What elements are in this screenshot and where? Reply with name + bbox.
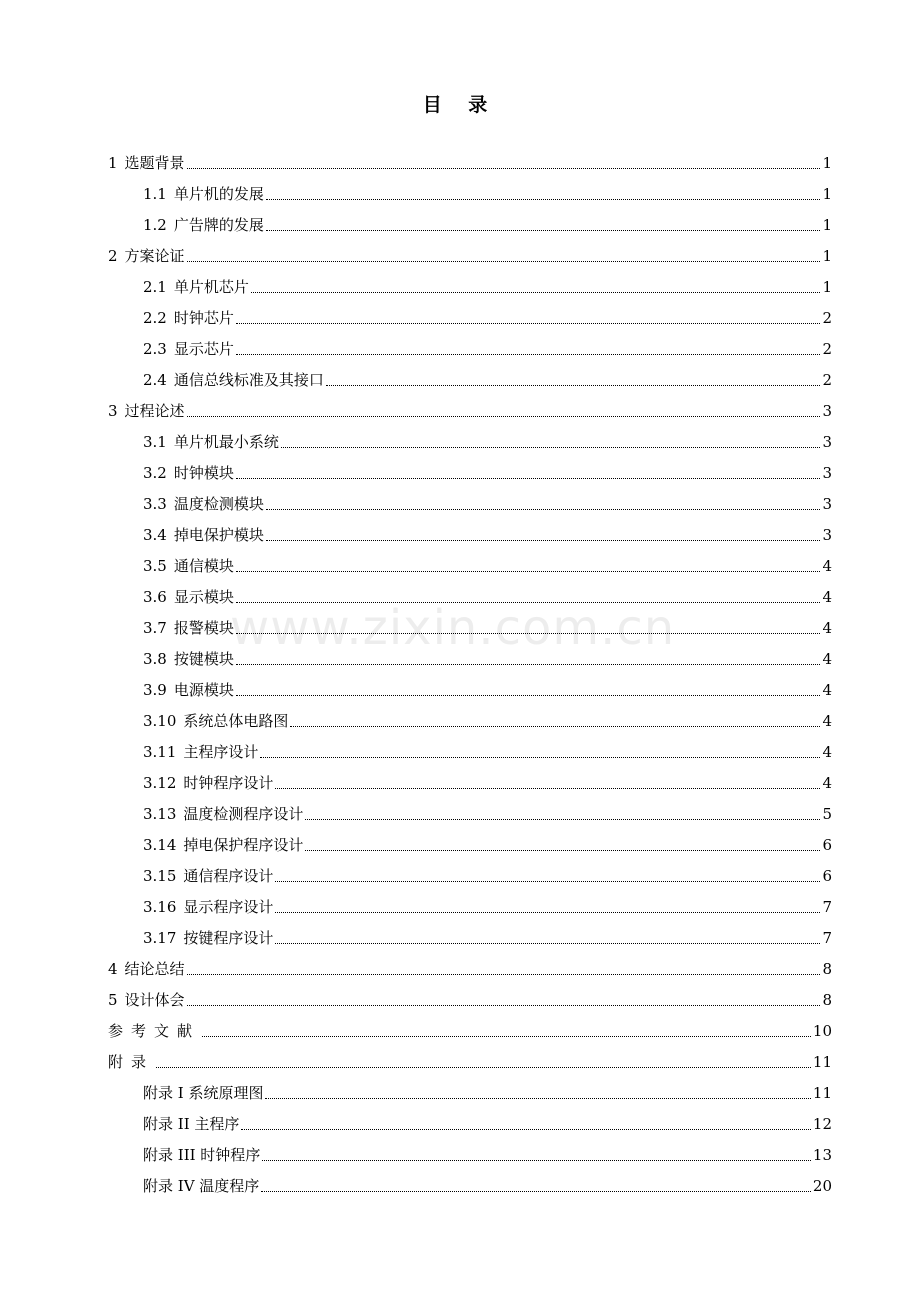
toc-dot-leader (236, 571, 821, 572)
toc-dot-leader (202, 1036, 811, 1037)
toc-dot-leader (236, 323, 821, 324)
toc-entry[interactable] (143, 451, 832, 482)
toc-entry-number: 3.4 (143, 526, 167, 544)
toc-entry-page: 8 (822, 960, 832, 978)
toc-dot-leader (187, 1005, 821, 1006)
toc-entry[interactable] (108, 389, 832, 420)
toc-dot-leader (187, 974, 821, 975)
toc-entry-page: 1 (822, 185, 832, 203)
toc-entry-page: 7 (822, 898, 832, 916)
toc-entry[interactable] (143, 420, 832, 451)
toc-dot-leader (266, 509, 821, 510)
toc-entry-title: 温度检测模块 (173, 495, 264, 513)
toc-entry-number: 3.5 (143, 557, 167, 575)
toc-entry-number: 3.6 (143, 588, 167, 606)
toc-entry-page: 4 (822, 774, 832, 792)
toc-entry-number: 3.2 (143, 464, 167, 482)
toc-entry[interactable] (143, 482, 832, 513)
toc-entry-page: 4 (822, 557, 832, 575)
toc-dot-leader (187, 416, 821, 417)
toc-entry-title: 结论总结 (124, 960, 185, 978)
toc-dot-leader (275, 943, 820, 944)
toc-entry-number: 2.2 (143, 309, 167, 327)
toc-entry[interactable] (108, 141, 832, 172)
toc-entry-title: 显示芯片 (173, 340, 234, 358)
toc-entry-number: 5 (108, 991, 118, 1009)
toc-entry-number: 3.12 (143, 774, 177, 792)
toc-entry-title: 主程序设计 (183, 743, 259, 761)
toc-entry-page: 4 (822, 588, 832, 606)
toc-entry-title: 显示程序设计 (183, 898, 274, 916)
toc-entry-title: 附录 I 系统原理图 (143, 1084, 264, 1102)
toc-entry[interactable] (143, 1102, 832, 1133)
toc-dot-leader (275, 881, 820, 882)
toc-entry-title: 时钟芯片 (173, 309, 234, 327)
toc-entry-page: 3 (822, 402, 832, 420)
toc-entry-page: 2 (822, 309, 832, 327)
toc-entry[interactable] (143, 1133, 832, 1164)
toc-entry-title: 单片机最小系统 (173, 433, 279, 451)
toc-entry-title: 系统总体电路图 (183, 712, 289, 730)
toc-entry[interactable] (143, 885, 832, 916)
toc-dot-leader (305, 850, 820, 851)
toc-entry[interactable] (143, 1071, 832, 1102)
toc-dot-leader (236, 354, 821, 355)
toc-entry-title: 通信程序设计 (183, 867, 274, 885)
toc-entry-page: 4 (822, 650, 832, 668)
toc-entry-number: 3.15 (143, 867, 177, 885)
toc-entry-page: 6 (822, 836, 832, 854)
toc-entry[interactable] (143, 513, 832, 544)
toc-entry-page: 4 (822, 743, 832, 761)
toc-entry-number: 3.9 (143, 681, 167, 699)
toc-entry-number: 3.11 (143, 743, 177, 761)
toc-entry[interactable] (108, 234, 832, 265)
toc-entry[interactable] (143, 668, 832, 699)
toc-entry[interactable] (143, 823, 832, 854)
toc-dot-leader (261, 1191, 811, 1192)
toc-entry-title: 按键程序设计 (183, 929, 274, 947)
toc-entry-number: 3 (108, 402, 118, 420)
toc-entry-title: 时钟模块 (173, 464, 234, 482)
toc-dot-leader (266, 540, 821, 541)
toc-entry-page: 1 (822, 247, 832, 265)
toc-entry-title: 附录 IV 温度程序 (143, 1177, 260, 1195)
toc-entry-page: 2 (822, 340, 832, 358)
toc-dot-leader (236, 695, 821, 696)
toc-entry-title: 附录 III 时钟程序 (143, 1146, 261, 1164)
toc-entry[interactable] (143, 265, 832, 296)
toc-entry-title: 单片机芯片 (173, 278, 249, 296)
toc-entry[interactable] (108, 1009, 832, 1040)
toc-entry[interactable] (143, 544, 832, 575)
toc-entry-page: 1 (822, 154, 832, 172)
toc-entry-page: 11 (812, 1053, 832, 1071)
toc-entry[interactable] (108, 947, 832, 978)
toc-entry-title: 过程论述 (124, 402, 185, 420)
toc-entry-title: 掉电保护程序设计 (183, 836, 304, 854)
toc-entry-title: 选题背景 (124, 154, 185, 172)
toc-entry-number: 3.3 (143, 495, 167, 513)
toc-entry[interactable] (143, 730, 832, 761)
toc-entry-page: 10 (812, 1022, 832, 1040)
toc-entry-title: 显示模块 (173, 588, 234, 606)
toc-dot-leader (262, 1160, 811, 1161)
toc-entry[interactable] (143, 203, 832, 234)
toc-entry-title: 温度检测程序设计 (183, 805, 304, 823)
toc-dot-leader (275, 788, 820, 789)
toc-entry[interactable] (143, 916, 832, 947)
toc-entry-title: 广告牌的发展 (173, 216, 264, 234)
toc-entry-title: 通信总线标准及其接口 (173, 371, 324, 389)
toc-entry-page: 4 (822, 619, 832, 637)
toc-entry-page: 5 (822, 805, 832, 823)
toc-dot-leader (187, 261, 821, 262)
toc-dot-leader (187, 168, 821, 169)
toc-entry[interactable] (143, 172, 832, 203)
toc-entry[interactable] (108, 978, 832, 1009)
toc-entry-page: 1 (822, 216, 832, 234)
toc-entry-title: 附录 (108, 1053, 155, 1071)
toc-entry-title: 附录 II 主程序 (143, 1115, 240, 1133)
toc-entry-number: 3.14 (143, 836, 177, 854)
toc-dot-leader (260, 757, 820, 758)
toc-entry-page: 20 (812, 1177, 832, 1195)
toc-entry-title: 方案论证 (124, 247, 185, 265)
toc-entry-number: 4 (108, 960, 118, 978)
toc-entry-number: 3.10 (143, 712, 177, 730)
toc-entry-page: 4 (822, 681, 832, 699)
toc-dot-leader (326, 385, 821, 386)
toc-entry-title: 参考文献 (108, 1022, 201, 1040)
toc-entry-number: 2.1 (143, 278, 167, 296)
toc-entry-page: 2 (822, 371, 832, 389)
toc-entry-number: 1.1 (143, 185, 167, 203)
toc-entry-title: 通信模块 (173, 557, 234, 575)
toc-entry[interactable] (143, 792, 832, 823)
toc-entry-page: 8 (822, 991, 832, 1009)
toc-entry-title: 报警模块 (173, 619, 234, 637)
toc-entry[interactable] (143, 699, 832, 730)
toc-dot-leader (241, 1129, 811, 1130)
toc-entry[interactable] (143, 327, 832, 358)
toc-entry-number: 1.2 (143, 216, 167, 234)
toc-entry-page: 4 (822, 712, 832, 730)
toc-entry-number: 2 (108, 247, 118, 265)
toc-entry-page: 3 (822, 526, 832, 544)
toc-dot-leader (281, 447, 821, 448)
toc-entry-page: 11 (812, 1084, 832, 1102)
toc-entry[interactable] (108, 1040, 832, 1071)
toc-entry[interactable] (143, 358, 832, 389)
toc-dot-leader (275, 912, 820, 913)
toc-entry-title: 时钟程序设计 (183, 774, 274, 792)
toc-dot-leader (265, 1098, 810, 1099)
toc-dot-leader (236, 664, 821, 665)
toc-dot-leader (266, 199, 821, 200)
toc-dot-leader (305, 819, 820, 820)
toc-dot-leader (290, 726, 820, 727)
toc-dot-leader (251, 292, 821, 293)
toc-entry-page: 7 (822, 929, 832, 947)
toc-entry-number: 3.17 (143, 929, 177, 947)
toc-title: 目 录 (422, 94, 498, 116)
toc-entry-title: 按键模块 (173, 650, 234, 668)
toc-entry-page: 3 (822, 433, 832, 451)
toc-dot-leader (156, 1067, 811, 1068)
toc-entry-title: 设计体会 (124, 991, 185, 1009)
toc-entry-page: 13 (812, 1146, 832, 1164)
toc-entry[interactable] (143, 761, 832, 792)
toc-entry-title: 电源模块 (173, 681, 234, 699)
toc-entry-number: 1 (108, 154, 118, 172)
toc-entry-page: 12 (812, 1115, 832, 1133)
toc-entry-number: 3.16 (143, 898, 177, 916)
toc-entry[interactable] (143, 854, 832, 885)
toc-entry-number: 3.8 (143, 650, 167, 668)
toc-entry[interactable] (143, 296, 832, 327)
toc-entry[interactable] (143, 1164, 832, 1195)
toc-entry-page: 6 (822, 867, 832, 885)
toc-dot-leader (236, 478, 821, 479)
toc-entry-number: 2.4 (143, 371, 167, 389)
watermark: www.zixin.com.cn (230, 600, 676, 656)
toc-entry-page: 3 (822, 495, 832, 513)
toc-entry-title: 掉电保护模块 (173, 526, 264, 544)
toc-entry-number: 3.7 (143, 619, 167, 637)
toc-entry-number: 3.13 (143, 805, 177, 823)
toc-entry-page: 3 (822, 464, 832, 482)
toc-entry-title: 单片机的发展 (173, 185, 264, 203)
toc-entry-number: 3.1 (143, 433, 167, 451)
toc-dot-leader (266, 230, 821, 231)
toc-entry-number: 2.3 (143, 340, 167, 358)
toc-entry-page: 1 (822, 278, 832, 296)
